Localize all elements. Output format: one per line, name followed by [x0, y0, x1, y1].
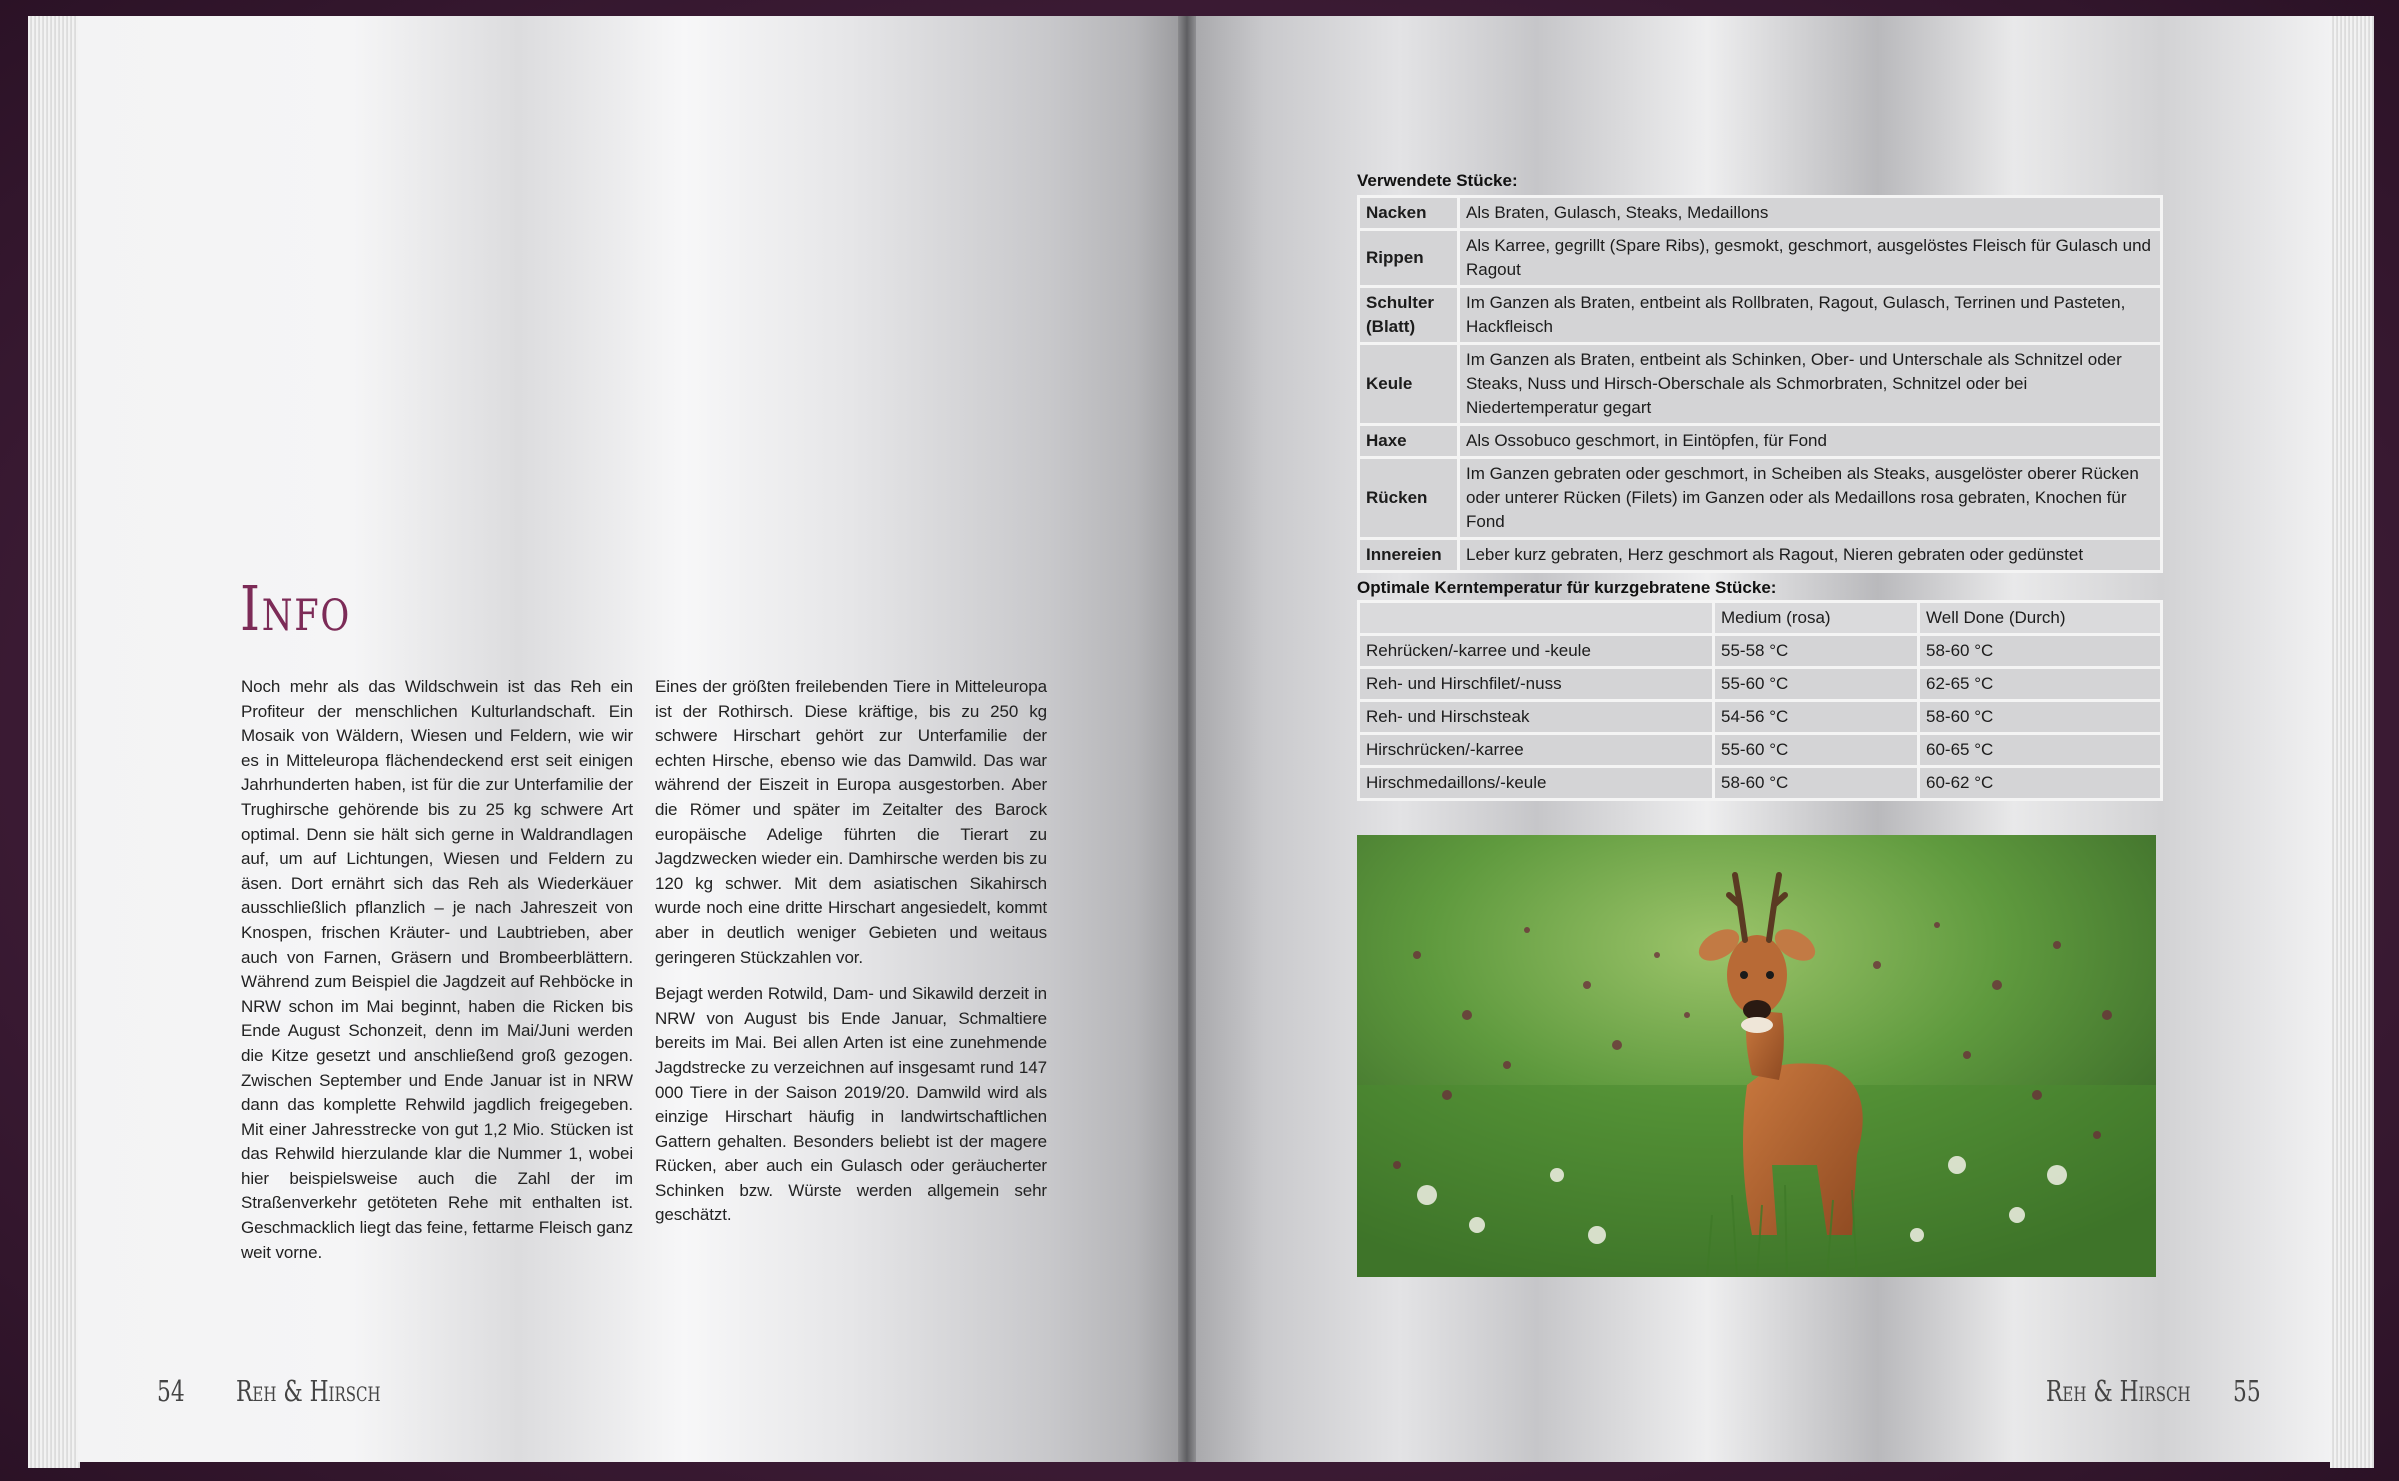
header-cell	[1360, 603, 1712, 633]
temperature-table	[1357, 600, 2163, 801]
table-row	[1360, 735, 2160, 765]
cut-use: Als Karree, gegrillt (Spare Ribs), gesmokt, geschmort, ausgelöstes Fleisch für Gulasch und Ragout	[1460, 231, 2160, 285]
text-column-1	[241, 675, 633, 1277]
page-number-right: 55	[2233, 1374, 2261, 1408]
cut-cell: Rehrücken/-karree und -keule	[1360, 636, 1712, 666]
cut-cell: Hirschmedaillons/-keule	[1360, 768, 1712, 798]
cut-cell: Reh- und Hirschsteak	[1360, 702, 1712, 732]
well-done-cell: 58-60 °C	[1920, 636, 2160, 666]
table-row	[1360, 702, 2160, 732]
header-cell: Medium (rosa)	[1715, 603, 1917, 633]
cut-cell: Hirschrücken/-karree	[1360, 735, 1712, 765]
table-header-row	[1360, 603, 2160, 633]
cut-name: Innereien	[1360, 540, 1457, 570]
cut-cell: Reh- und Hirschfilet/-nuss	[1360, 669, 1712, 699]
well-done-cell: 62-65 °C	[1920, 669, 2160, 699]
table-row	[1360, 198, 2160, 228]
table-row	[1360, 459, 2160, 537]
cut-name: Rücken	[1360, 459, 1457, 537]
temps-heading: Optimale Kerntemperatur für kurzgebratene Stücke:	[1357, 578, 1777, 597]
well-done-cell: 60-65 °C	[1920, 735, 2160, 765]
paragraph: Eines der größten freilebenden Tiere in Mitteleuropa ist der Rothirsch. Diese kräftige, bis zu 250 kg schwere Hirschart gehört zur Unterfamilie der echten Hirsche, ebenso wie das Damwild. Das war während der Eiszeit in Europa ausgestorben. Aber die Römer und später im Zeitalter des Barock europäische Adelige führten die Tierart zu Jagdzwecken wieder ein. Damhirsche werden bis zu 120 kg schwer. Mit dem asiatischen Sikahirsch wurde noch eine dritte Hirschart angesiedelt, kommt aber in deutlich weniger Gebieten und weitaus geringeren Stückzahlen vor.	[655, 677, 1047, 967]
medium-cell: 55-58 °C	[1715, 636, 1917, 666]
table-row	[1360, 636, 2160, 666]
cut-use: Im Ganzen gebraten oder geschmort, in Scheiben als Steaks, ausgelöster oberer Rücken oder unterer Rücken (Filets) im Ganzen oder als Medaillons rosa gebraten, Knochen für Fond	[1460, 459, 2160, 537]
well-done-cell: 60-62 °C	[1920, 768, 2160, 798]
book-gutter	[1178, 16, 1198, 1462]
cut-name: Rippen	[1360, 231, 1457, 285]
cut-use: Als Braten, Gulasch, Steaks, Medaillons	[1460, 198, 2160, 228]
cuts-table	[1357, 195, 2163, 573]
roe-deer-illustration	[1357, 835, 2156, 1277]
well-done-cell: 58-60 °C	[1920, 702, 2160, 732]
cuts-heading: Verwendete Stücke:	[1357, 171, 1518, 190]
table-row	[1360, 231, 2160, 285]
info-heading: Info	[240, 572, 351, 645]
table-row	[1360, 345, 2160, 423]
paragraph: Bejagt werden Rotwild, Dam- und Sikawild derzeit in NRW von August bis Ende Januar, Schmaltiere bereits im Mai. Bei allen Arten ist eine zunehmende Jagdstrecke zu verzeichnen auf insgesamt rund 147 000 Tiere in der Saison 2019/20. Damwild wird als einzige Hirschart häufig in landwirtschaftlichen Gattern gehalten. Besonders beliebt ist der magere Rücken, aber auch ein Gulasch oder geräucherter Schinken bzw. Würste werden allgemein sehr geschätzt.	[655, 984, 1047, 1225]
cut-name: Schulter (Blatt)	[1360, 288, 1457, 342]
page-edges-right	[2330, 16, 2374, 1468]
medium-cell: 55-60 °C	[1715, 669, 1917, 699]
cut-use: Als Ossobuco geschmort, in Eintöpfen, für Fond	[1460, 426, 2160, 456]
table-row	[1360, 426, 2160, 456]
table-row	[1360, 768, 2160, 798]
medium-cell: 54-56 °C	[1715, 702, 1917, 732]
text-column-2	[655, 675, 1047, 1240]
cut-use: Im Ganzen als Braten, entbeint als Schinken, Ober- und Unterschale als Schnitzel oder Steaks, Nuss und Hirsch-Oberschale als Schmorbraten, Schnitzel oder bei Niedertemperatur gegart	[1460, 345, 2160, 423]
table-row	[1360, 288, 2160, 342]
header-cell: Well Done (Durch)	[1920, 603, 2160, 633]
page-edges-left	[28, 16, 80, 1468]
medium-cell: 55-60 °C	[1715, 735, 1917, 765]
cut-name: Haxe	[1360, 426, 1457, 456]
medium-cell: 58-60 °C	[1715, 768, 1917, 798]
table-row	[1360, 669, 2160, 699]
roe-deer-photo	[1357, 835, 2156, 1277]
cut-name: Nacken	[1360, 198, 1457, 228]
cut-use: Im Ganzen als Braten, entbeint als Rollbraten, Ragout, Gulasch, Terrinen und Pasteten, Hackfleisch	[1460, 288, 2160, 342]
paragraph: Noch mehr als das Wildschwein ist das Reh ein Profiteur der menschlichen Kulturlandschaft. Ein Mosaik von Wäldern, Wiesen und Feldern, wie wir es in Mitteleuropa flächendeckend erst seit einigen Jahrhunderten haben, ist für die zur Unterfamilie der Trughirsche gehörende bis zu 25 kg schwere Art optimal. Denn sie hält sich gerne in Waldrandlagen auf, um auf Lichtungen, Wiesen und Feldern zu äsen. Dort ernährt sich das Reh als Wiederkäuer ausschließlich pflanzlich – je nach Jahreszeit von Knospen, frischen Kräuter- und Laubtrieben, aber auch von Farnen, Gräsern und Brombeerblättern. Während zum Beispiel die Jagdzeit auf Rehböcke in NRW schon im Mai beginnt, haben die Ricken bis Ende August Schonzeit, denn im Mai/Juni werden die Kitze gesetzt und anschließend groß gezogen. Zwischen September und Ende Januar ist in NRW dann das komplette Rehwild jagdlich freigegeben. Mit einer Jahresstrecke von gut 1,2 Mio. Stücken ist das Rehwild hierzulande klar die Nummer 1, wobei hier beispielsweise auch die Zahl der im Straßenverkehr getöteten Rehe mit enthalten ist. Geschmacklich liegt das feine, fettarme Fleisch ganz weit vorne.	[241, 677, 633, 1262]
page-number-left: 54	[157, 1374, 185, 1408]
cut-name: Keule	[1360, 345, 1457, 423]
table-row	[1360, 540, 2160, 570]
running-title-left: Reh & Hirsch	[236, 1374, 381, 1408]
running-title-right: Reh & Hirsch	[2046, 1374, 2191, 1408]
cut-use: Leber kurz gebraten, Herz geschmort als Ragout, Nieren gebraten oder gedünstet	[1460, 540, 2160, 570]
